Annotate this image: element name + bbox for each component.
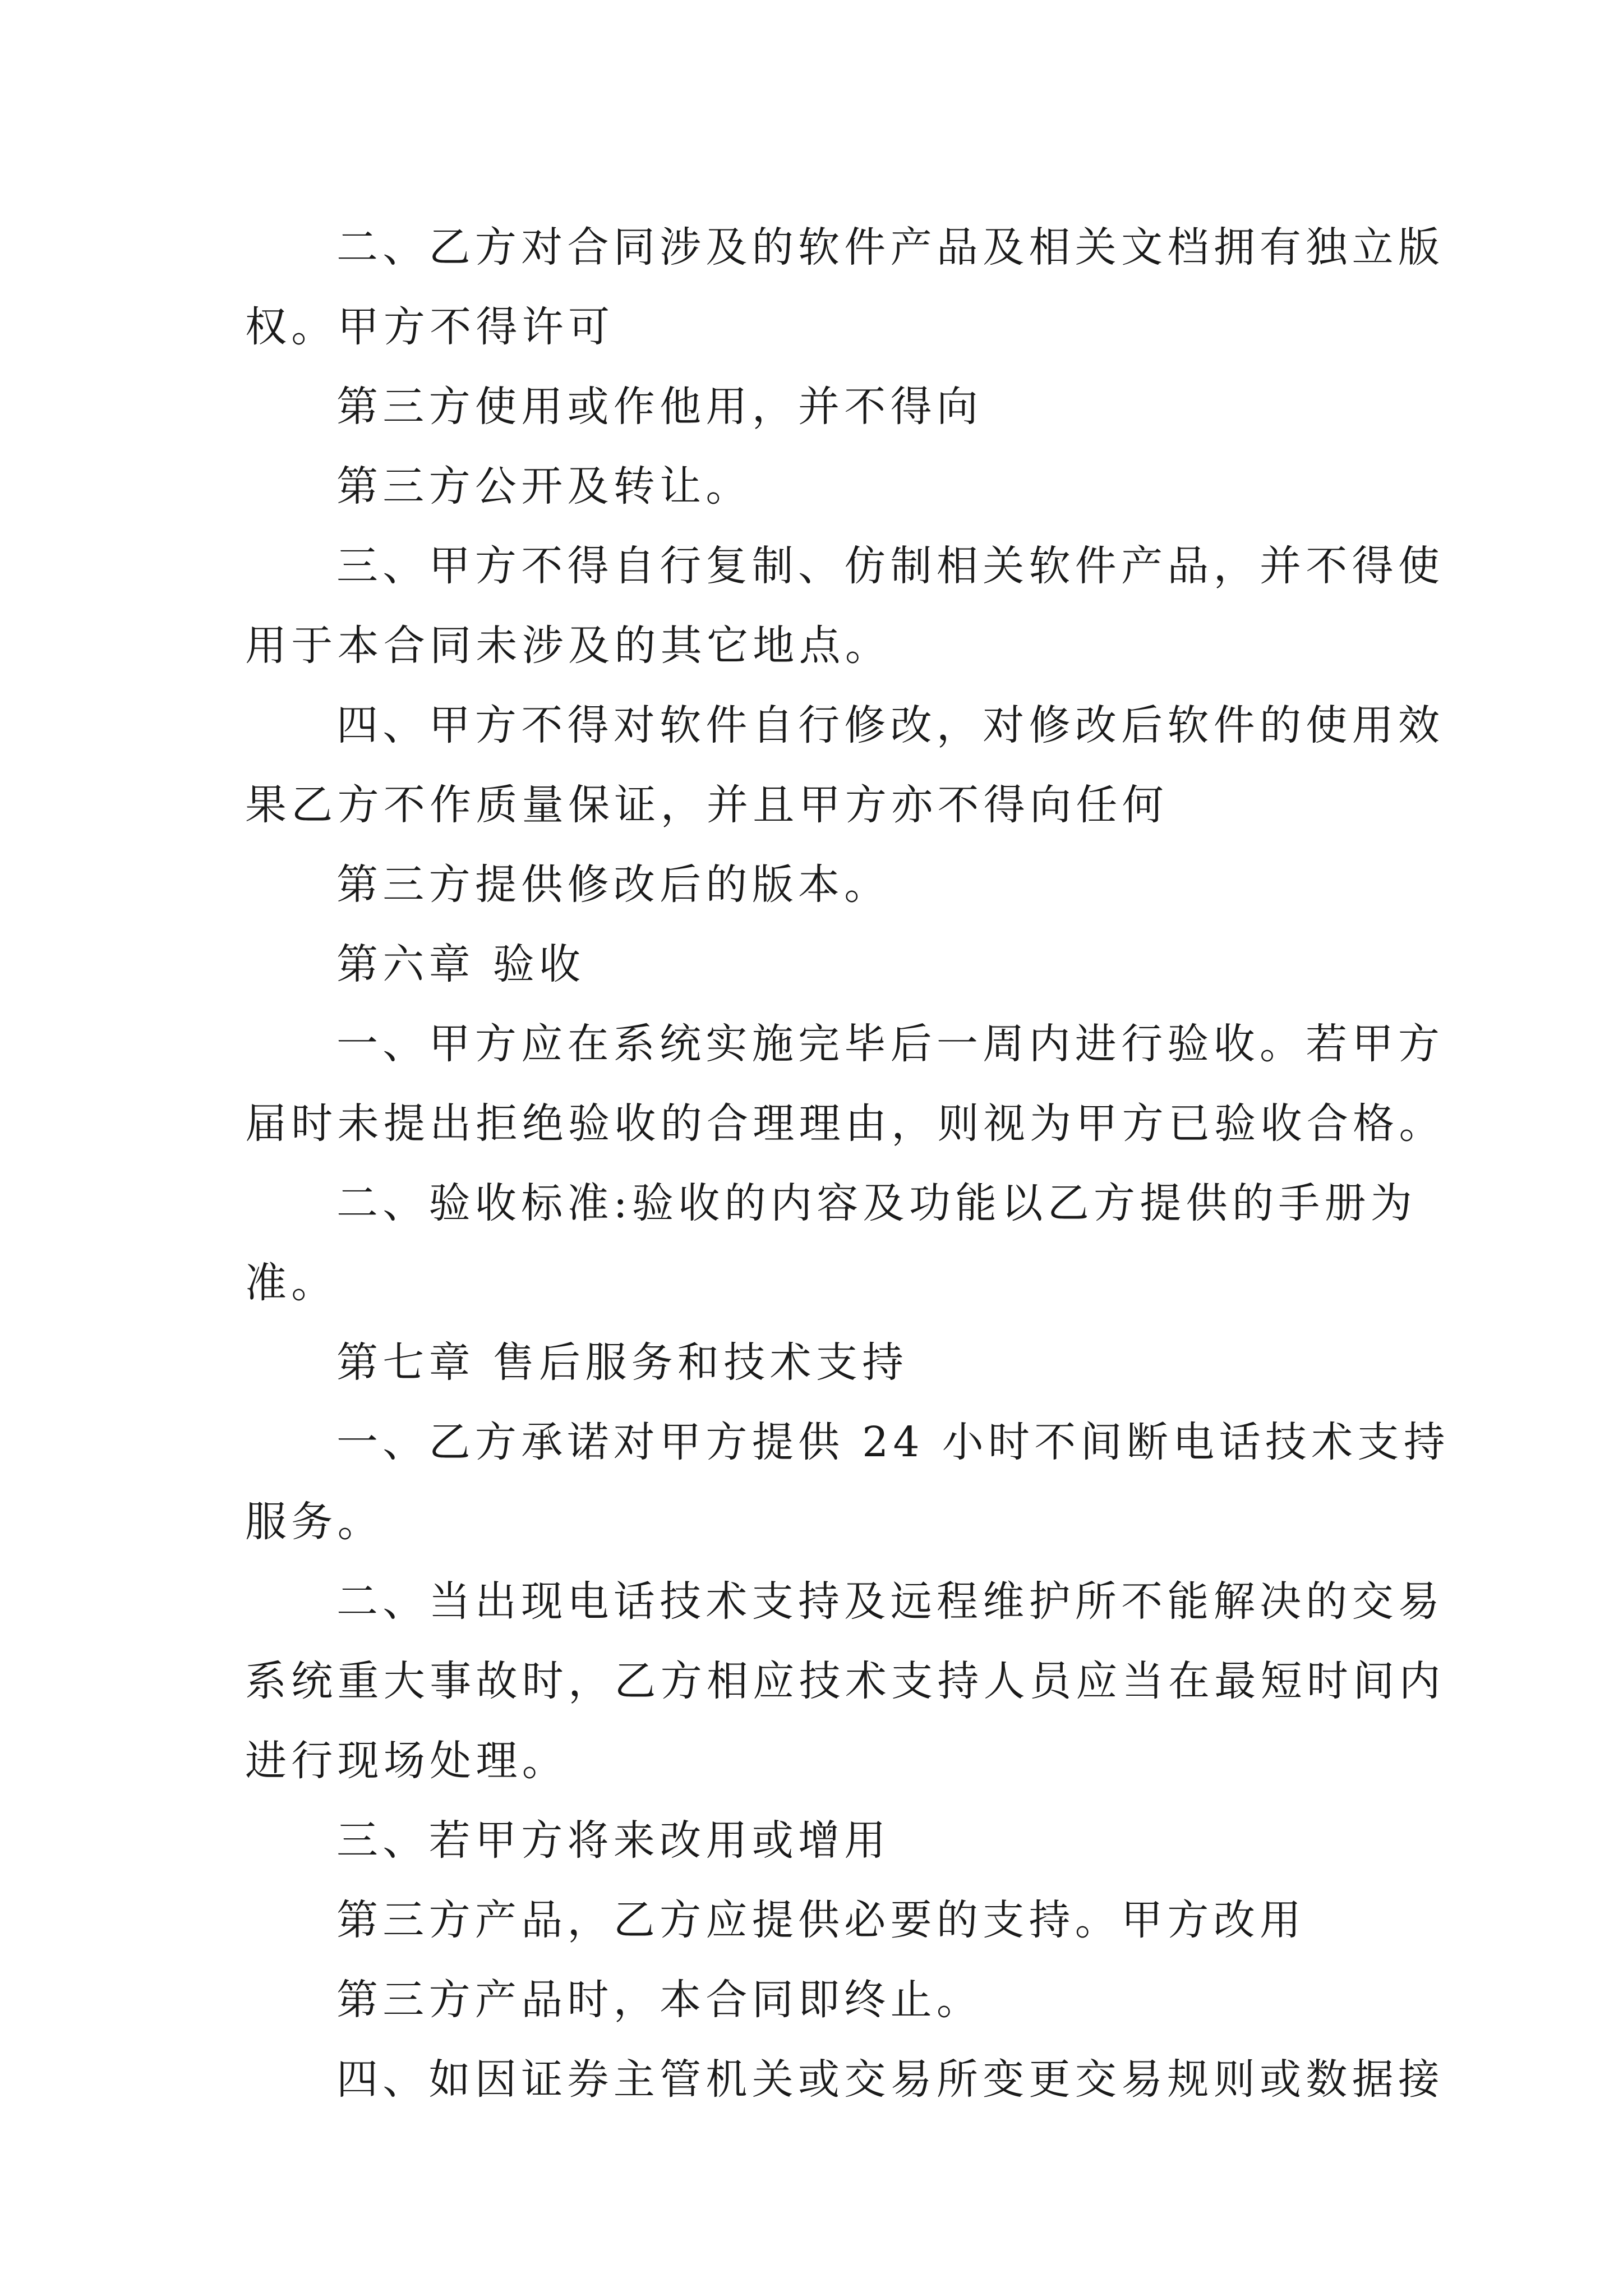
text-line: 第三方产品时，本合同即终止。 (336, 1976, 983, 2024)
text-line: 果乙方不作质量保证，并且甲方亦不得向任何 (245, 781, 1168, 829)
text-line: 第三方提供修改后的版本。 (336, 861, 891, 909)
text-line: 三、若甲方将来改用或增用 (336, 1816, 891, 1865)
text-line: 第三方公开及转让。 (336, 462, 752, 510)
text-line: 二、验收标准:验收的内容及功能以乙方提供的手册为 (336, 1179, 1417, 1227)
text-line: 系统重大事故时，乙方相应技术支持人员应当在最短时间内 (245, 1657, 1445, 1705)
text-line: 权。甲方不得许可 (245, 303, 615, 351)
text-line: 准。 (245, 1259, 338, 1307)
text-line: 进行现场处理。 (245, 1737, 569, 1785)
text-line: 一、乙方承诺对甲方提供 24 小时不间断电话技术支持 (336, 1418, 1450, 1466)
chapter-heading: 第七章 售后服务和技术支持 (336, 1338, 909, 1387)
text-line: 四、如因证券主管机关或交易所变更交易规则或数据接 (336, 2055, 1445, 2104)
text-line: 第三方产品，乙方应提供必要的支持。甲方改用 (336, 1896, 1306, 1944)
text-line: 三、甲方不得自行复制、仿制相关软件产品，并不得使 (336, 542, 1445, 590)
text-line: 届时未提出拒绝验收的合理理由，则视为甲方已验收合格。 (245, 1099, 1445, 1148)
text-line: 第三方使用或作他用，并不得向 (336, 383, 983, 431)
text-line: 一、甲方应在系统实施完毕后一周内进行验收。若甲方 (336, 1020, 1445, 1068)
text-line: 服务。 (245, 1498, 384, 1546)
document-body (245, 208, 1450, 2119)
text-line: 四、甲方不得对软件自行修改，对修改后软件的使用效 (336, 701, 1445, 749)
text-line: 用于本合同未涉及的其它地点。 (245, 622, 892, 670)
chapter-heading: 第六章 验收 (336, 940, 585, 988)
text-line: 二、乙方对合同涉及的软件产品及相关文档拥有独立版 (336, 223, 1445, 272)
text-line: 二、当出现电话技术支持及远程维护所不能解决的交易 (336, 1577, 1445, 1626)
